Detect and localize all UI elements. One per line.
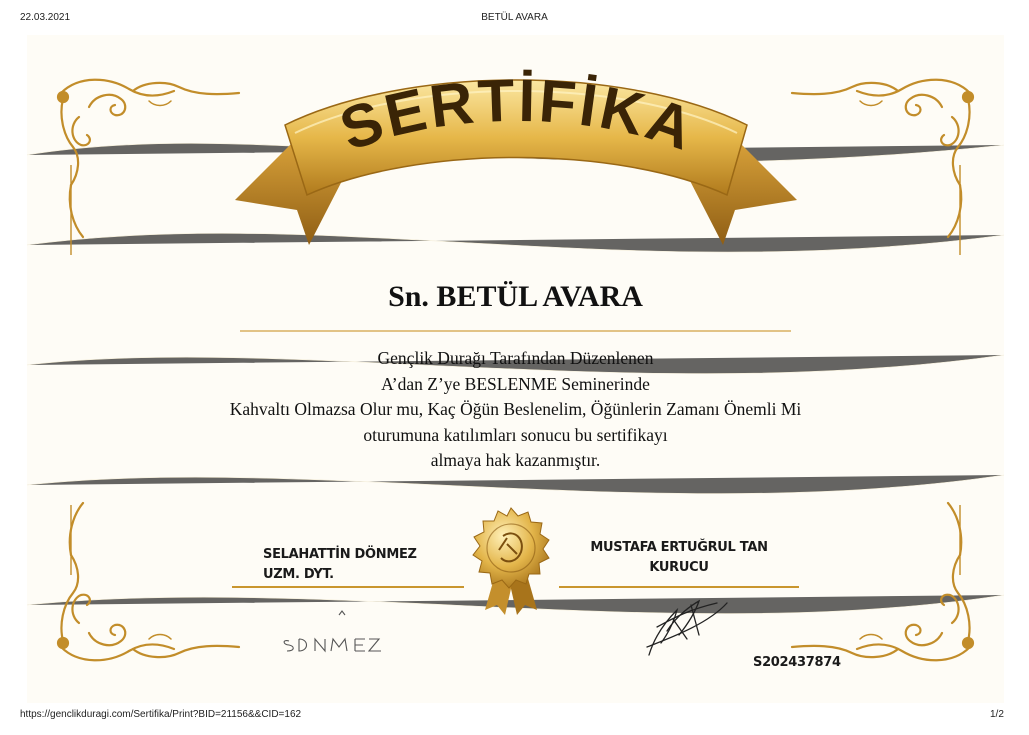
serial-number: S202437874: [753, 655, 841, 670]
certificate: [27, 35, 1004, 703]
print-title: BETÜL AVARA: [481, 12, 548, 23]
right-signatory: [559, 538, 799, 578]
print-url: https://genclikduragi.com/Sertifika/Print?BID=21156&&CID=162: [20, 709, 302, 720]
body-line: almaya hak kazanmıştır.: [430, 450, 601, 470]
body-line: Kahvaltı Olmazsa Olur mu, Kaç Öğün Beslenelim, Öğünlerin Zamanı Önemli Mi: [229, 399, 802, 419]
body-line: Gençlik Durağı Tarafından Düzenlenen: [377, 348, 654, 368]
banner: [27, 35, 1004, 255]
left-signatory-name: SELAHATTİN DÖNMEZ: [263, 547, 417, 562]
body-line: oturumuna katılımları sonucu bu sertifikayı: [363, 424, 668, 445]
left-signatory: [263, 545, 417, 585]
page-number: 1/2: [990, 709, 1004, 720]
print-date: 22.03.2021: [20, 12, 71, 23]
right-signatory-title: KURUCU: [649, 560, 709, 575]
left-signatory-title: UZM. DYT.: [263, 567, 334, 582]
banner-title: SERTİFİKA: [331, 66, 704, 164]
body-line: A’dan Z’ye BESLENME Seminerinde: [381, 373, 650, 394]
recipient-name: Sn. BETÜL AVARA: [388, 280, 643, 313]
right-signatory-name: MUSTAFA ERTUĞRUL TAN: [590, 540, 768, 555]
certificate-body: [27, 346, 1004, 474]
left-signature: [277, 631, 344, 645]
